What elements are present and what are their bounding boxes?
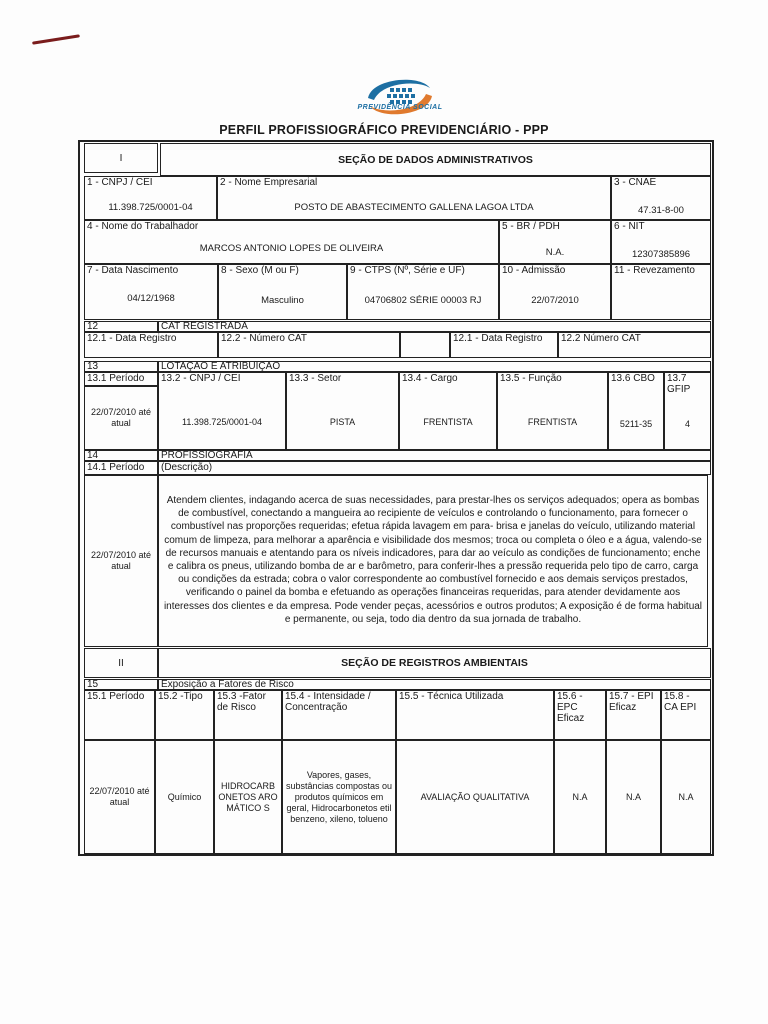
field-sexo-value: Masculino [261, 295, 304, 306]
field-ctps-label: 9 - CTPS (Nº, Série e UF) [350, 265, 465, 276]
profissiografia-periodo-value: 22/07/2010 até atual [84, 475, 158, 647]
field-cnae-value: 47.31-8-00 [638, 205, 684, 216]
field-br-pdh [499, 220, 611, 264]
exposicao-intensidade-header-label-2: Concentração [285, 702, 348, 713]
exposicao-fator-value: HIDROCARB ONETOS AROMÁTICO S [214, 740, 282, 854]
field-data-nascimento [84, 264, 218, 320]
pen-mark [32, 34, 80, 44]
field-admissao-value: 22/07/2010 [531, 295, 579, 306]
exposicao-tecnica-header-label: 15.5 - Técnica Utilizada [399, 691, 504, 702]
cat-blank [400, 332, 450, 358]
lotacao-cargo-label: 13.4 - Cargo [402, 373, 458, 384]
exposicao-fator-header-label-1: 15.3 -Fator [217, 691, 266, 702]
lotacao-periodo-value: 22/07/2010 até atual [84, 386, 158, 450]
exposicao-tipo-header-label: 15.2 -Tipo [158, 691, 203, 702]
profissiografia-descricao-header [158, 461, 711, 475]
field-nome-trabalhador-value: MARCOS ANTONIO LOPES DE OLIVEIRA [199, 243, 384, 254]
lotacao-cbo-label: 13.6 CBO [611, 373, 655, 384]
lotacao-gfip [664, 372, 711, 450]
exposicao-fator-header [214, 690, 282, 740]
lotacao-cbo [608, 372, 664, 450]
profissiografia-descricao-header-label: (Descrição) [161, 462, 213, 473]
lotacao-cnpj-value: 11.398.725/0001-04 [182, 417, 262, 427]
field-cnpj-value: 11.398.725/0001-04 [108, 202, 193, 213]
cat-numero-2 [558, 332, 711, 358]
logo-text: PREVIDÊNCIA SOCIAL [357, 104, 443, 111]
lotacao-cbo-value: 5211-35 [619, 419, 653, 429]
field-sexo [218, 264, 347, 320]
exposicao-epi-header [606, 690, 661, 740]
field-nome-empresarial [217, 176, 611, 220]
exposicao-intensidade-value: Vapores, gases, substâncias compostas ou produtos químicos em geral, Hidrocarbonetos etil benzeno, xileno, tolueno [282, 740, 396, 854]
section-12-title: CAT REGISTRADA [158, 321, 711, 332]
section-15-title: Exposição a Fatores de Risco [158, 679, 711, 690]
exposicao-ca-value: N.A [661, 740, 711, 854]
exposicao-epc-header [554, 690, 606, 740]
cat-data-registro-2-label: 12.1 - Data Registro [453, 333, 543, 344]
exposicao-ca-header [661, 690, 711, 740]
field-cnpj-label: 1 - CNPJ / CEI [87, 177, 153, 188]
document-title: PERFIL PROFISSIOGRÁFICO PREVIDENCIÁRIO - PPP [219, 123, 549, 137]
section-2-title: SEÇÃO DE REGISTROS AMBIENTAIS [158, 648, 711, 678]
lotacao-funcao-value: FRENTISTA [527, 417, 578, 427]
field-nit-label: 6 - NIT [614, 221, 645, 232]
field-nit-value: 12307385896 [631, 249, 691, 260]
exposicao-periodo-value: 22/07/2010 até atual [84, 740, 155, 854]
field-nome-empresarial-label: 2 - Nome Empresarial [220, 177, 318, 188]
lotacao-cnpj [158, 372, 286, 450]
field-br-pdh-label: 5 - BR / PDH [502, 221, 560, 232]
exposicao-tipo-header [155, 690, 214, 740]
lotacao-setor-label: 13.3 - Setor [289, 373, 342, 384]
exposicao-tipo-value: Químico [155, 740, 214, 854]
cat-data-registro-1 [84, 332, 218, 358]
section-1-title: SEÇÃO DE DADOS ADMINISTRATIVOS [160, 143, 711, 176]
section-12-number: 12 [84, 321, 158, 332]
section-14-title: PROFISSIOGRAFIA [158, 450, 711, 461]
lotacao-cargo [399, 372, 497, 450]
cat-data-registro-1-label: 12.1 - Data Registro [87, 333, 177, 344]
exposicao-tecnica-header [396, 690, 554, 740]
lotacao-periodo-header [84, 372, 158, 386]
exposicao-epi-value: N.A [606, 740, 661, 854]
exposicao-periodo-header-label: 15.1 Período [87, 691, 145, 702]
exposicao-epc-value: N.A [554, 740, 606, 854]
field-data-nascimento-value: 04/12/1968 [127, 293, 175, 304]
cat-data-registro-2 [450, 332, 558, 358]
section-13-number: 13 [84, 361, 158, 372]
section-1-number: I [84, 143, 158, 173]
lotacao-setor-value: PISTA [329, 417, 356, 427]
field-cnae [611, 176, 711, 220]
exposicao-epc-header-label-1: 15.6 - [557, 691, 583, 702]
section-13-title: LOTAÇÃO E ATRIBUIÇÃO [158, 361, 711, 372]
exposicao-intensidade-header [282, 690, 396, 740]
lotacao-gfip-label-2: GFIP [667, 384, 691, 395]
lotacao-gfip-label-1: 13.7 [667, 373, 687, 384]
field-br-pdh-value: N.A. [545, 247, 565, 258]
field-cnae-label: 3 - CNAE [614, 177, 657, 188]
field-data-nascimento-label: 7 - Data Nascimento [87, 265, 179, 276]
section-14-number: 14 [84, 450, 158, 461]
field-cnpj [84, 176, 217, 220]
exposicao-fator-header-label-2: de Risco [217, 702, 256, 713]
section-2-number: II [84, 648, 158, 678]
lotacao-funcao [497, 372, 608, 450]
cat-numero-2-label: 12.2 Número CAT [561, 333, 641, 344]
field-ctps [347, 264, 499, 320]
exposicao-epc-header-label-3: Eficaz [557, 713, 585, 724]
profissiografia-periodo-header-label: 14.1 Período [87, 462, 145, 473]
field-nome-empresarial-value: POSTO DE ABASTECIMENTO GALLENA LAGOA LTDA [294, 202, 534, 213]
exposicao-ca-header-label-2: CA EPI [664, 702, 697, 713]
lotacao-funcao-label: 13.5 - Função [500, 373, 562, 384]
exposicao-epi-header-label-2: Eficaz [609, 702, 637, 713]
profissiografia-descricao-text: Atendem clientes, indagando acerca de suas necessidades, para prestar-lhes os serviços adequados; opera as bombas de combustível, conectando a mangueira ao recipiente de veículos e controlando o funcionamento, para fornecer o combustível nas proporções requeridas; efetua rápida lavagem em para- brisa e janelas do veículo, utilizando material comum de limpeza, para melhorar a aparência e visibilidade dos mesmos; troca ou completa o óleo e a água, valendo-se de recursos manuais e atentando para os níveis indicadores, para dar ao veículo as condições de funcionamento; enche e calibra os pneus, utilizando bomba de ar e barômetro, para conferir-lhes a pressão requerida pelo tipo de carro, carga ou condições da estrada; cobra o valor correspondente ao combustível fornecido e aos demais serviços prestados, verificando o painel da bomba e efetuando as operações financeiras requeridas, para atender devidamente aos interesses dos clientes e da empresa. Pode vender peças, acessórios e outros produtos; A exposição é de forma habitual e permanente, ou seja, todo dia dentro da sua jornada de trabalho. [163, 495, 703, 625]
field-ctps-value: 04706802 SÉRIE 00003 RJ [364, 295, 482, 306]
lotacao-cargo-value: FRENTISTA [423, 417, 473, 427]
exposicao-epc-header-label-2: EPC [557, 702, 578, 713]
field-admissao [499, 264, 611, 320]
section-15-number: 15 [84, 679, 158, 690]
cat-numero-1-label: 12.2 - Número CAT [221, 333, 307, 344]
lotacao-setor [286, 372, 399, 450]
profissiografia-descricao [158, 475, 708, 647]
lotacao-cnpj-label: 13.2 - CNPJ / CEI [161, 373, 241, 384]
previdencia-logo-icon [360, 70, 440, 125]
exposicao-intensidade-header-label-1: 15.4 - Intensidade / [285, 691, 371, 702]
field-nome-trabalhador [84, 220, 499, 264]
lotacao-gfip-value: 4 [684, 419, 690, 429]
field-revezamento-label: 11 - Revezamento [614, 265, 695, 276]
lotacao-periodo-header-label: 13.1 Período [87, 373, 145, 384]
field-nome-trabalhador-label: 4 - Nome do Trabalhador [87, 221, 199, 232]
cat-numero-1 [218, 332, 400, 358]
field-sexo-label: 8 - Sexo (M ou F) [221, 265, 299, 276]
field-admissao-label: 10 - Admissão [502, 265, 566, 276]
exposicao-periodo-header [84, 690, 155, 740]
exposicao-tecnica-value: AVALIAÇÃO QUALITATIVA [396, 740, 554, 854]
exposicao-epi-header-label-1: 15.7 - EPI [609, 691, 654, 702]
field-nit [611, 220, 711, 264]
field-revezamento [611, 264, 711, 320]
profissiografia-periodo-header [84, 461, 158, 475]
exposicao-ca-header-label-1: 15.8 - [664, 691, 690, 702]
